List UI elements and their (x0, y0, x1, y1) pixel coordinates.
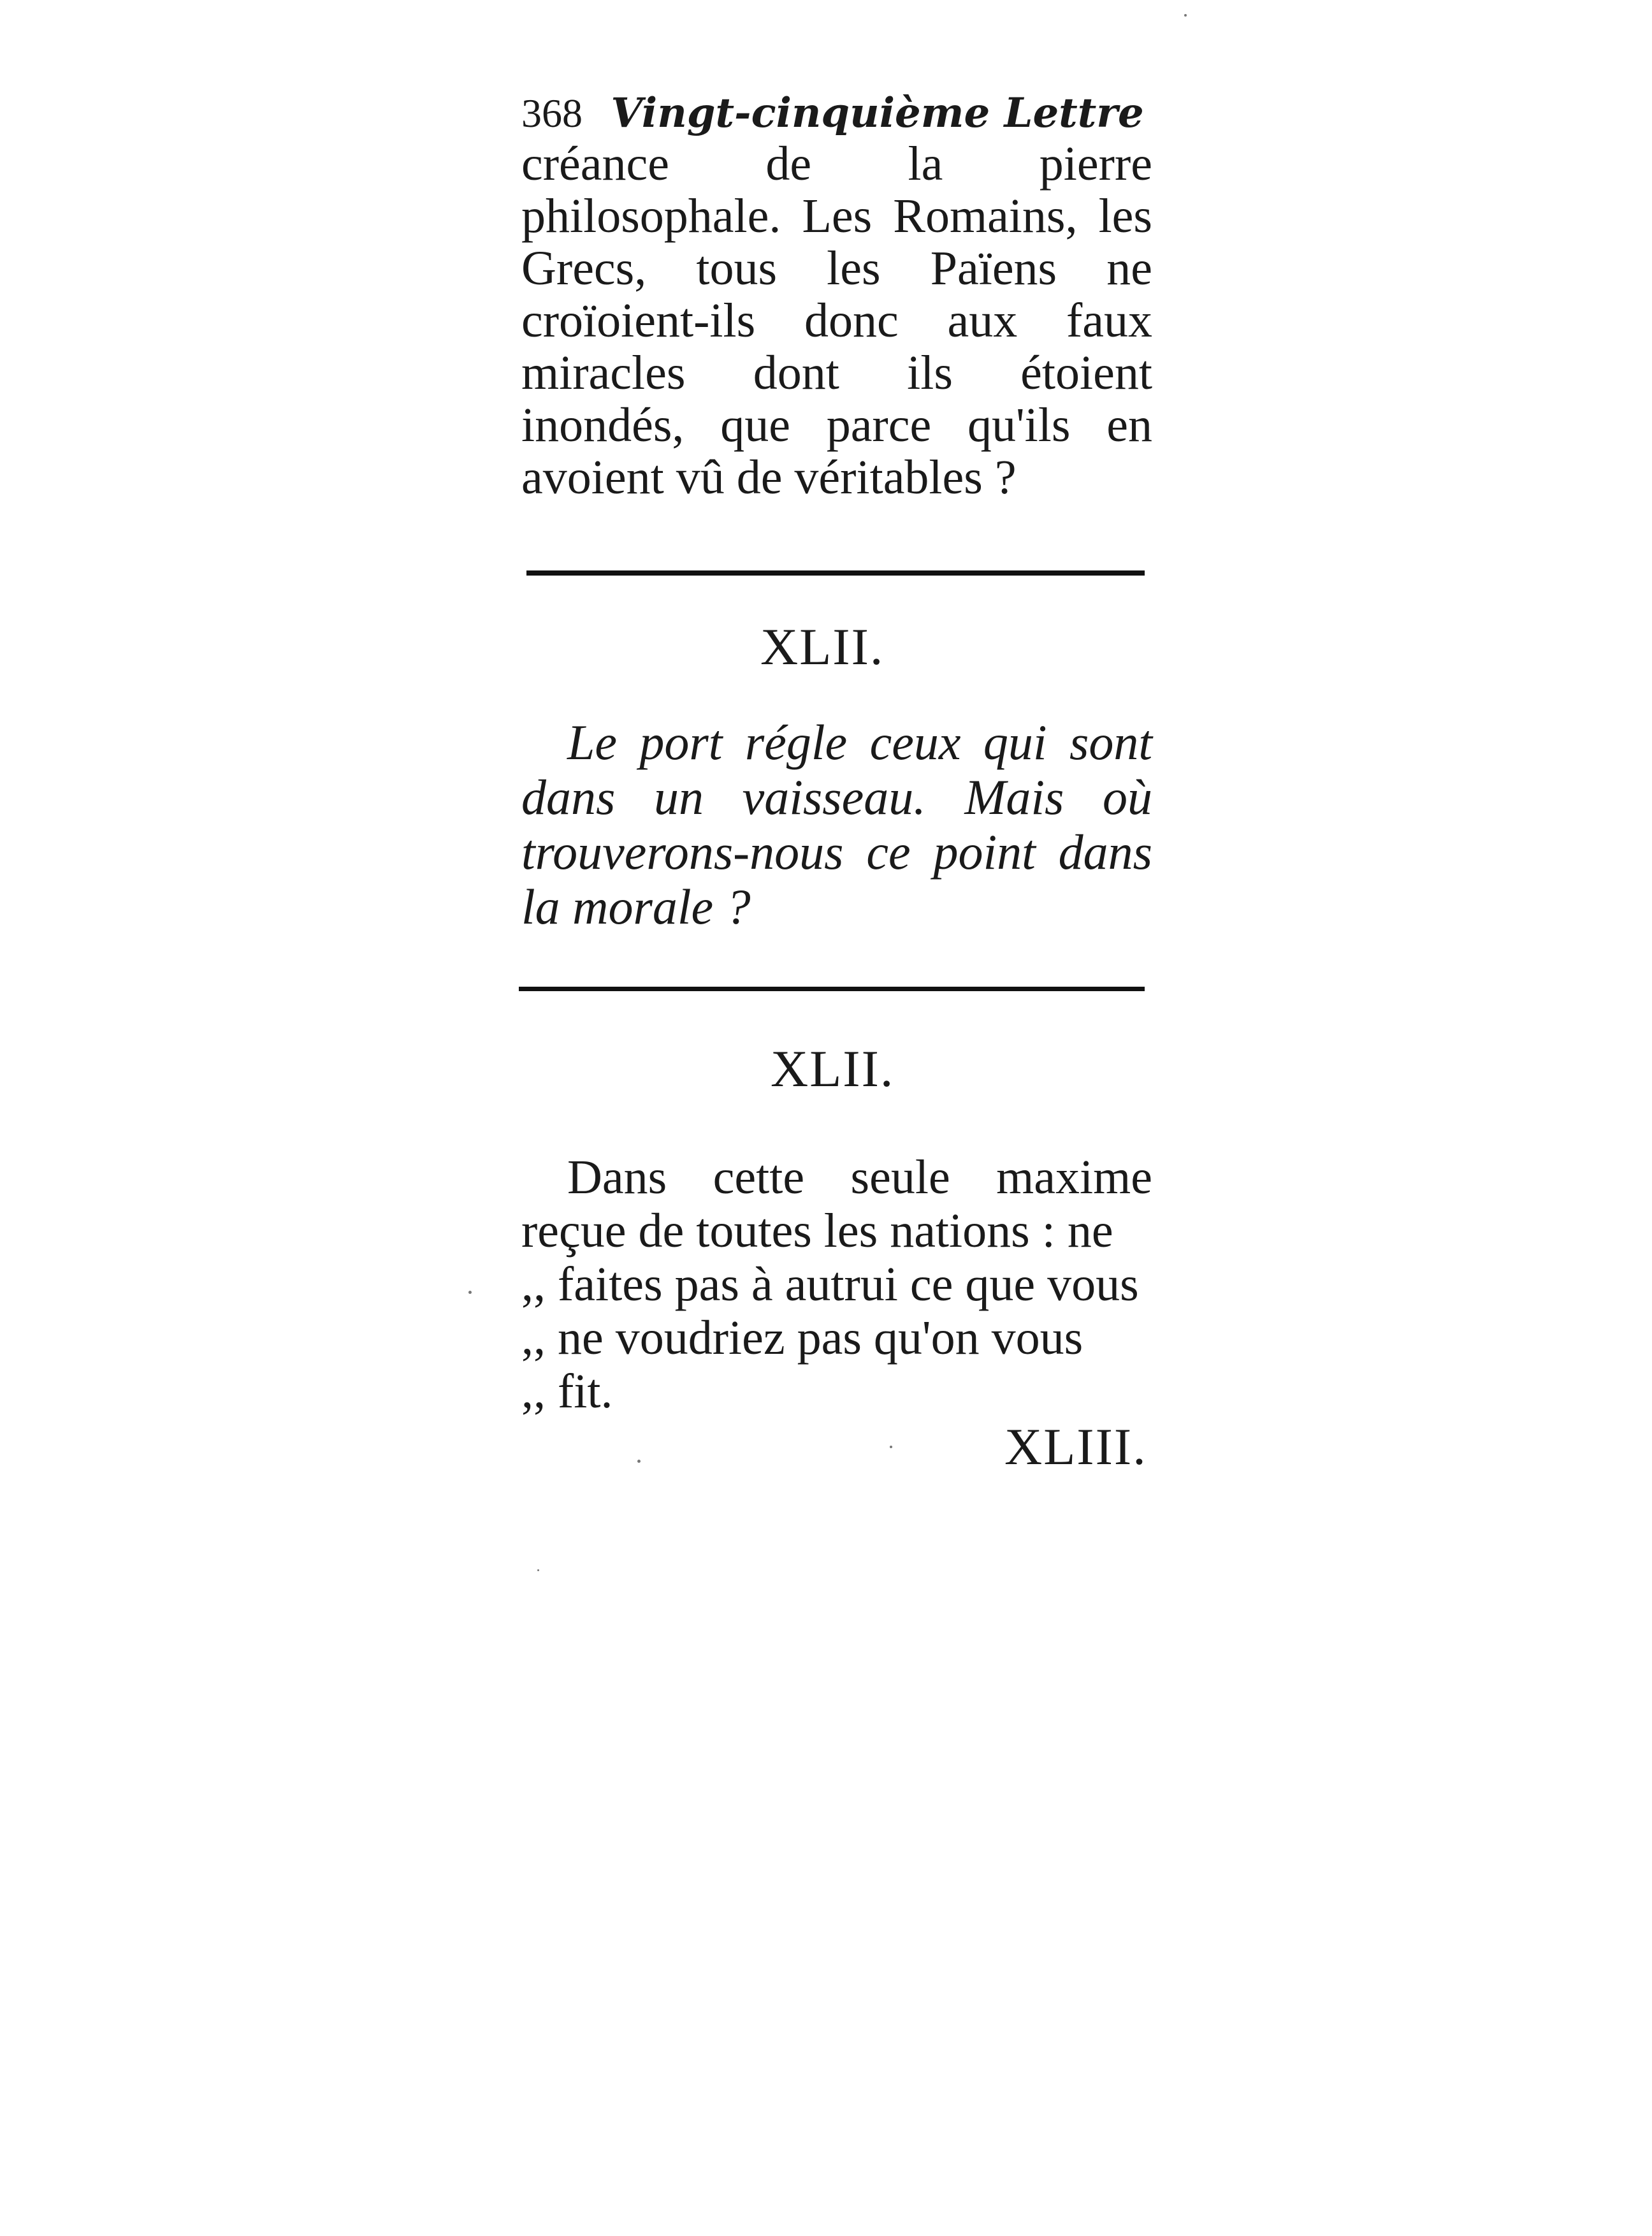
quoted-line: ,, ne voudriez pas qu'on vous (521, 1311, 1083, 1365)
section-divider (519, 987, 1145, 991)
section-numeral: XLII. (760, 618, 885, 676)
section-numeral: XLII. (771, 1040, 895, 1098)
section-divider (526, 570, 1145, 576)
maxim-intro: Dans cette seule maxime reçue de toutes les nations : ne (521, 1151, 1152, 1258)
paper-speck (537, 1569, 539, 1571)
paper-speck (637, 1460, 641, 1463)
catchword: XLIII. (1004, 1418, 1147, 1476)
maxim-text: Le port régle ceux qui sont dans un vaisseau. Mais où trouverons-nous ce point dans la morale ? (521, 715, 1152, 934)
quoted-line: ,, fit. (521, 1365, 613, 1418)
maxim-text (521, 1151, 1152, 1418)
paper-speck (1184, 14, 1187, 17)
page-header (521, 88, 1144, 139)
page-number: 368 (521, 91, 583, 136)
paper-speck (890, 1446, 892, 1448)
paper-speck (468, 1291, 472, 1294)
quoted-line: ,, faites pas à autrui ce que vous (521, 1258, 1139, 1311)
running-title: Vingt-cinquième Lettre (611, 89, 1144, 137)
paragraph-continuation: créance de la pierre philosophale. Les Romains, les Grecs, tous les Païens ne croïoient-ils donc aux faux miracles dont ils étoient inondés, que parce qu'ils en avoient vû de véritables ? (521, 137, 1152, 504)
